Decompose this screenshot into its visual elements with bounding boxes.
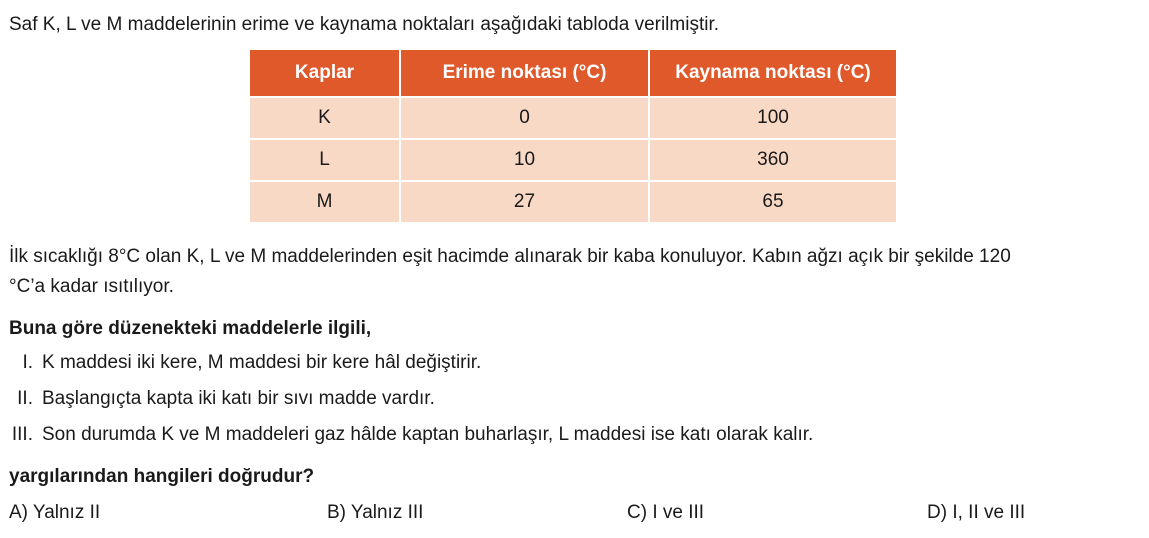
statement-text: Son durumda K ve M maddeleri gaz hâlde kaptan buharlaşır, L maddesi ise katı olarak kalır. <box>42 424 814 445</box>
question-prompt: yargılarından hangileri doğrudur? <box>9 466 315 487</box>
table-cell: 65 <box>649 181 896 222</box>
table-row <box>250 97 896 139</box>
table-cell: L <box>250 139 400 181</box>
table-row <box>250 181 896 222</box>
header-kaplar: Kaplar <box>250 50 400 97</box>
table-cell: 27 <box>400 181 649 222</box>
statement-number: I. <box>22 352 33 373</box>
question-lead: Buna göre düzenekteki maddelerle ilgili, <box>9 318 372 339</box>
setup-text-line-2: °C’a kadar ısıtılıyor. <box>9 276 174 297</box>
option-a[interactable]: A) Yalnız II <box>9 502 101 523</box>
option-b[interactable]: B) Yalnız III <box>327 502 424 523</box>
table-row <box>250 139 896 181</box>
setup-text-line-1: İlk sıcaklığı 8°C olan K, L ve M maddelerinden eşit hacimde alınarak bir kaba konuluyor. Kabın ağzı açık bir şekilde 120 <box>9 246 1011 267</box>
statement-number: II. <box>17 388 33 409</box>
option-c[interactable]: C) I ve III <box>627 502 705 523</box>
table-cell: K <box>250 97 400 139</box>
option-d[interactable]: D) I, II ve III <box>927 502 1026 523</box>
table-cell: 0 <box>400 97 649 139</box>
table-cell: M <box>250 181 400 222</box>
table-cell: 360 <box>649 139 896 181</box>
header-kaynama: Kaynama noktası (°C) <box>649 50 896 97</box>
statement-text: Başlangıçta kapta iki katı bir sıvı madde vardır. <box>42 388 435 409</box>
header-erime: Erime noktası (°C) <box>400 50 649 97</box>
intro-text: Saf K, L ve M maddelerinin erime ve kaynama noktaları aşağıdaki tabloda verilmiştir. <box>9 14 720 35</box>
statement-number: III. <box>11 424 33 445</box>
statement-text: K maddesi iki kere, M maddesi bir kere hâl değiştirir. <box>42 352 482 373</box>
table-header-row <box>250 50 896 97</box>
table-cell: 10 <box>400 139 649 181</box>
table-cell: 100 <box>649 97 896 139</box>
melting-boiling-table <box>250 50 896 222</box>
